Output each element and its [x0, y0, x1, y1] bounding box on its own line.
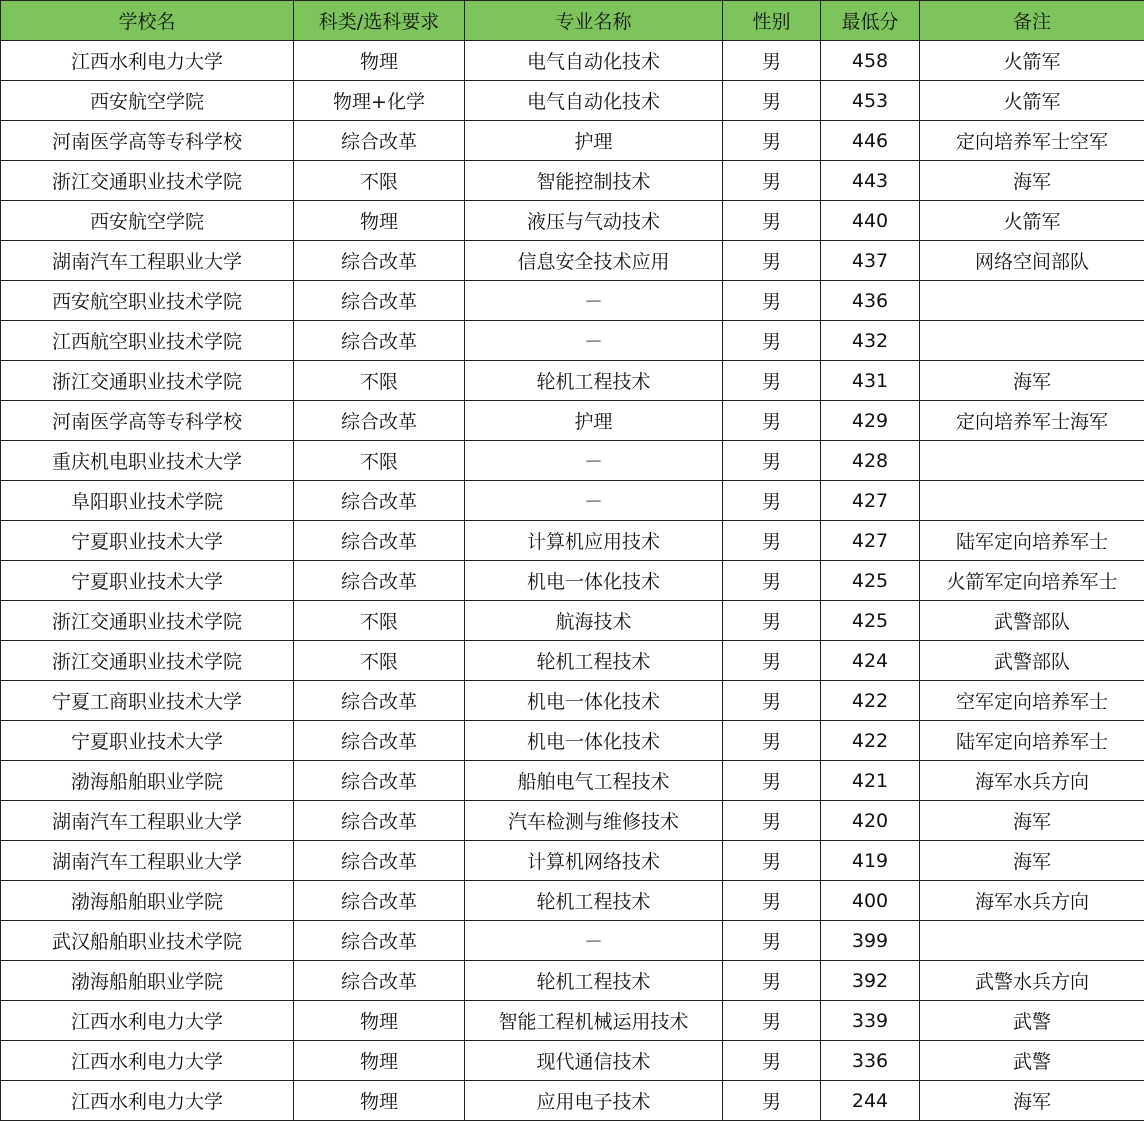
subject-requirement-cell: 综合改革 — [294, 881, 465, 921]
subject-requirement-cell: 综合改革 — [294, 321, 465, 361]
min-score-cell: 399 — [821, 921, 920, 961]
school-cell: 浙江交通职业技术学院 — [1, 601, 294, 641]
min-score-cell: 432 — [821, 321, 920, 361]
school-cell: 浙江交通职业技术学院 — [1, 641, 294, 681]
major-cell: 计算机网络技术 — [465, 841, 723, 881]
subject-requirement-cell: 综合改革 — [294, 761, 465, 801]
subject-requirement-cell: 物理+化学 — [294, 81, 465, 121]
table-row — [1, 41, 1144, 81]
major-cell: － — [465, 481, 723, 521]
table-row — [1, 521, 1144, 561]
header-min-score: 最低分 — [821, 1, 920, 41]
remark-cell — [920, 321, 1144, 361]
table-row — [1, 801, 1144, 841]
gender-cell: 男 — [723, 41, 821, 81]
min-score-cell: 428 — [821, 441, 920, 481]
subject-requirement-cell: 综合改革 — [294, 841, 465, 881]
table-row — [1, 401, 1144, 441]
gender-cell: 男 — [723, 201, 821, 241]
remark-cell: 定向培养军士海军 — [920, 401, 1144, 441]
gender-cell: 男 — [723, 441, 821, 481]
school-cell: 重庆机电职业技术大学 — [1, 441, 294, 481]
table-row — [1, 241, 1144, 281]
major-cell: 机电一体化技术 — [465, 681, 723, 721]
remark-cell: 武警水兵方向 — [920, 961, 1144, 1001]
min-score-cell: 422 — [821, 721, 920, 761]
major-cell: 机电一体化技术 — [465, 721, 723, 761]
major-cell: 轮机工程技术 — [465, 961, 723, 1001]
school-cell: 江西航空职业技术学院 — [1, 321, 294, 361]
gender-cell: 男 — [723, 281, 821, 321]
min-score-cell: 339 — [821, 1001, 920, 1041]
min-score-cell: 427 — [821, 481, 920, 521]
min-score-cell: 425 — [821, 601, 920, 641]
major-cell: － — [465, 321, 723, 361]
subject-requirement-cell: 不限 — [294, 601, 465, 641]
school-cell: 渤海船舶职业学院 — [1, 881, 294, 921]
table-body — [1, 41, 1144, 1121]
remark-cell: 武警部队 — [920, 601, 1144, 641]
table-row — [1, 641, 1144, 681]
remark-cell — [920, 921, 1144, 961]
subject-requirement-cell: 综合改革 — [294, 241, 465, 281]
school-cell: 江西水利电力大学 — [1, 41, 294, 81]
subject-requirement-cell: 综合改革 — [294, 281, 465, 321]
school-cell: 湖南汽车工程职业大学 — [1, 801, 294, 841]
major-cell: 信息安全技术应用 — [465, 241, 723, 281]
gender-cell: 男 — [723, 641, 821, 681]
school-cell: 武汉船舶职业技术学院 — [1, 921, 294, 961]
school-cell: 阜阳职业技术学院 — [1, 481, 294, 521]
major-cell: － — [465, 281, 723, 321]
major-cell: 航海技术 — [465, 601, 723, 641]
gender-cell: 男 — [723, 161, 821, 201]
school-cell: 宁夏职业技术大学 — [1, 521, 294, 561]
table-row — [1, 961, 1144, 1001]
subject-requirement-cell: 不限 — [294, 441, 465, 481]
school-cell: 江西水利电力大学 — [1, 1081, 294, 1121]
remark-cell: 海军 — [920, 1081, 1144, 1121]
table-row — [1, 601, 1144, 641]
gender-cell: 男 — [723, 721, 821, 761]
gender-cell: 男 — [723, 401, 821, 441]
table-row — [1, 321, 1144, 361]
major-cell: 智能控制技术 — [465, 161, 723, 201]
min-score-cell: 431 — [821, 361, 920, 401]
gender-cell: 男 — [723, 1041, 821, 1081]
gender-cell: 男 — [723, 1001, 821, 1041]
school-cell: 浙江交通职业技术学院 — [1, 361, 294, 401]
min-score-cell: 427 — [821, 521, 920, 561]
table-header — [1, 1, 1144, 41]
table-row — [1, 921, 1144, 961]
major-cell: 应用电子技术 — [465, 1081, 723, 1121]
major-cell: 现代通信技术 — [465, 1041, 723, 1081]
major-cell: 液压与气动技术 — [465, 201, 723, 241]
min-score-cell: 440 — [821, 201, 920, 241]
subject-requirement-cell: 综合改革 — [294, 481, 465, 521]
table-row — [1, 161, 1144, 201]
major-cell: － — [465, 441, 723, 481]
subject-requirement-cell: 物理 — [294, 1041, 465, 1081]
gender-cell: 男 — [723, 241, 821, 281]
major-cell: 电气自动化技术 — [465, 41, 723, 81]
remark-cell: 海军水兵方向 — [920, 881, 1144, 921]
table-row — [1, 281, 1144, 321]
remark-cell: 海军 — [920, 801, 1144, 841]
school-cell: 江西水利电力大学 — [1, 1041, 294, 1081]
table-row — [1, 841, 1144, 881]
min-score-cell: 453 — [821, 81, 920, 121]
subject-requirement-cell: 物理 — [294, 1001, 465, 1041]
header-gender: 性别 — [723, 1, 821, 41]
gender-cell: 男 — [723, 1081, 821, 1121]
table-row — [1, 81, 1144, 121]
min-score-cell: 392 — [821, 961, 920, 1001]
table-row — [1, 441, 1144, 481]
major-cell: 护理 — [465, 121, 723, 161]
school-cell: 宁夏职业技术大学 — [1, 561, 294, 601]
min-score-cell: 421 — [821, 761, 920, 801]
remark-cell: 武警 — [920, 1001, 1144, 1041]
gender-cell: 男 — [723, 321, 821, 361]
major-cell: 计算机应用技术 — [465, 521, 723, 561]
remark-cell: 火箭军定向培养军士 — [920, 561, 1144, 601]
school-cell: 西安航空职业技术学院 — [1, 281, 294, 321]
gender-cell: 男 — [723, 361, 821, 401]
remark-cell: 陆军定向培养军士 — [920, 721, 1144, 761]
major-cell: 船舶电气工程技术 — [465, 761, 723, 801]
table-row — [1, 361, 1144, 401]
school-cell: 宁夏职业技术大学 — [1, 721, 294, 761]
gender-cell: 男 — [723, 521, 821, 561]
gender-cell: 男 — [723, 81, 821, 121]
table-row — [1, 681, 1144, 721]
remark-cell: 海军 — [920, 361, 1144, 401]
subject-requirement-cell: 综合改革 — [294, 121, 465, 161]
subject-requirement-cell: 综合改革 — [294, 521, 465, 561]
subject-requirement-cell: 不限 — [294, 641, 465, 681]
subject-requirement-cell: 物理 — [294, 1081, 465, 1121]
min-score-cell: 458 — [821, 41, 920, 81]
remark-cell: 火箭军 — [920, 201, 1144, 241]
subject-requirement-cell: 综合改革 — [294, 681, 465, 721]
major-cell: 电气自动化技术 — [465, 81, 723, 121]
remark-cell — [920, 441, 1144, 481]
table-row — [1, 561, 1144, 601]
major-cell: 轮机工程技术 — [465, 361, 723, 401]
subject-requirement-cell: 物理 — [294, 201, 465, 241]
subject-requirement-cell: 综合改革 — [294, 721, 465, 761]
gender-cell: 男 — [723, 561, 821, 601]
subject-requirement-cell: 不限 — [294, 361, 465, 401]
min-score-cell: 424 — [821, 641, 920, 681]
gender-cell: 男 — [723, 921, 821, 961]
gender-cell: 男 — [723, 121, 821, 161]
school-cell: 湖南汽车工程职业大学 — [1, 841, 294, 881]
subject-requirement-cell: 不限 — [294, 161, 465, 201]
school-cell: 浙江交通职业技术学院 — [1, 161, 294, 201]
min-score-cell: 336 — [821, 1041, 920, 1081]
remark-cell — [920, 281, 1144, 321]
major-cell: 轮机工程技术 — [465, 641, 723, 681]
min-score-cell: 437 — [821, 241, 920, 281]
school-cell: 江西水利电力大学 — [1, 1001, 294, 1041]
table-row — [1, 761, 1144, 801]
min-score-cell: 436 — [821, 281, 920, 321]
table-row — [1, 1001, 1144, 1041]
min-score-cell: 400 — [821, 881, 920, 921]
remark-cell: 定向培养军士空军 — [920, 121, 1144, 161]
subject-requirement-cell: 物理 — [294, 41, 465, 81]
subject-requirement-cell: 综合改革 — [294, 561, 465, 601]
gender-cell: 男 — [723, 601, 821, 641]
table-row — [1, 881, 1144, 921]
gender-cell: 男 — [723, 841, 821, 881]
remark-cell: 火箭军 — [920, 81, 1144, 121]
major-cell: 汽车检测与维修技术 — [465, 801, 723, 841]
remark-cell: 海军 — [920, 841, 1144, 881]
header-remark: 备注 — [920, 1, 1144, 41]
min-score-cell: 446 — [821, 121, 920, 161]
table-row — [1, 201, 1144, 241]
gender-cell: 男 — [723, 801, 821, 841]
remark-cell: 空军定向培养军士 — [920, 681, 1144, 721]
min-score-cell: 425 — [821, 561, 920, 601]
school-cell: 渤海船舶职业学院 — [1, 961, 294, 1001]
table-row — [1, 121, 1144, 161]
school-cell: 宁夏工商职业技术大学 — [1, 681, 294, 721]
major-cell: 护理 — [465, 401, 723, 441]
remark-cell: 火箭军 — [920, 41, 1144, 81]
school-cell: 河南医学高等专科学校 — [1, 401, 294, 441]
min-score-cell: 420 — [821, 801, 920, 841]
school-cell: 河南医学高等专科学校 — [1, 121, 294, 161]
header-school: 学校名 — [1, 1, 294, 41]
remark-cell: 武警 — [920, 1041, 1144, 1081]
school-cell: 西安航空学院 — [1, 201, 294, 241]
remark-cell: 海军 — [920, 161, 1144, 201]
subject-requirement-cell: 综合改革 — [294, 401, 465, 441]
gender-cell: 男 — [723, 881, 821, 921]
header-row — [1, 1, 1144, 41]
min-score-cell: 419 — [821, 841, 920, 881]
gender-cell: 男 — [723, 481, 821, 521]
min-score-cell: 429 — [821, 401, 920, 441]
remark-cell: 武警部队 — [920, 641, 1144, 681]
table-row — [1, 481, 1144, 521]
table-row — [1, 1081, 1144, 1121]
min-score-cell: 244 — [821, 1081, 920, 1121]
gender-cell: 男 — [723, 961, 821, 1001]
remark-cell: 陆军定向培养军士 — [920, 521, 1144, 561]
header-major: 专业名称 — [465, 1, 723, 41]
subject-requirement-cell: 综合改革 — [294, 921, 465, 961]
header-subject-requirement: 科类/选科要求 — [294, 1, 465, 41]
major-cell: 智能工程机械运用技术 — [465, 1001, 723, 1041]
min-score-cell: 443 — [821, 161, 920, 201]
remark-cell: 海军水兵方向 — [920, 761, 1144, 801]
min-score-cell: 422 — [821, 681, 920, 721]
major-cell: 轮机工程技术 — [465, 881, 723, 921]
school-cell: 湖南汽车工程职业大学 — [1, 241, 294, 281]
subject-requirement-cell: 综合改革 — [294, 961, 465, 1001]
remark-cell: 网络空间部队 — [920, 241, 1144, 281]
school-cell: 西安航空学院 — [1, 81, 294, 121]
gender-cell: 男 — [723, 761, 821, 801]
major-cell: 机电一体化技术 — [465, 561, 723, 601]
table-row — [1, 721, 1144, 761]
school-cell: 渤海船舶职业学院 — [1, 761, 294, 801]
gender-cell: 男 — [723, 681, 821, 721]
subject-requirement-cell: 综合改革 — [294, 801, 465, 841]
major-cell: － — [465, 921, 723, 961]
remark-cell — [920, 481, 1144, 521]
table-row — [1, 1041, 1144, 1081]
